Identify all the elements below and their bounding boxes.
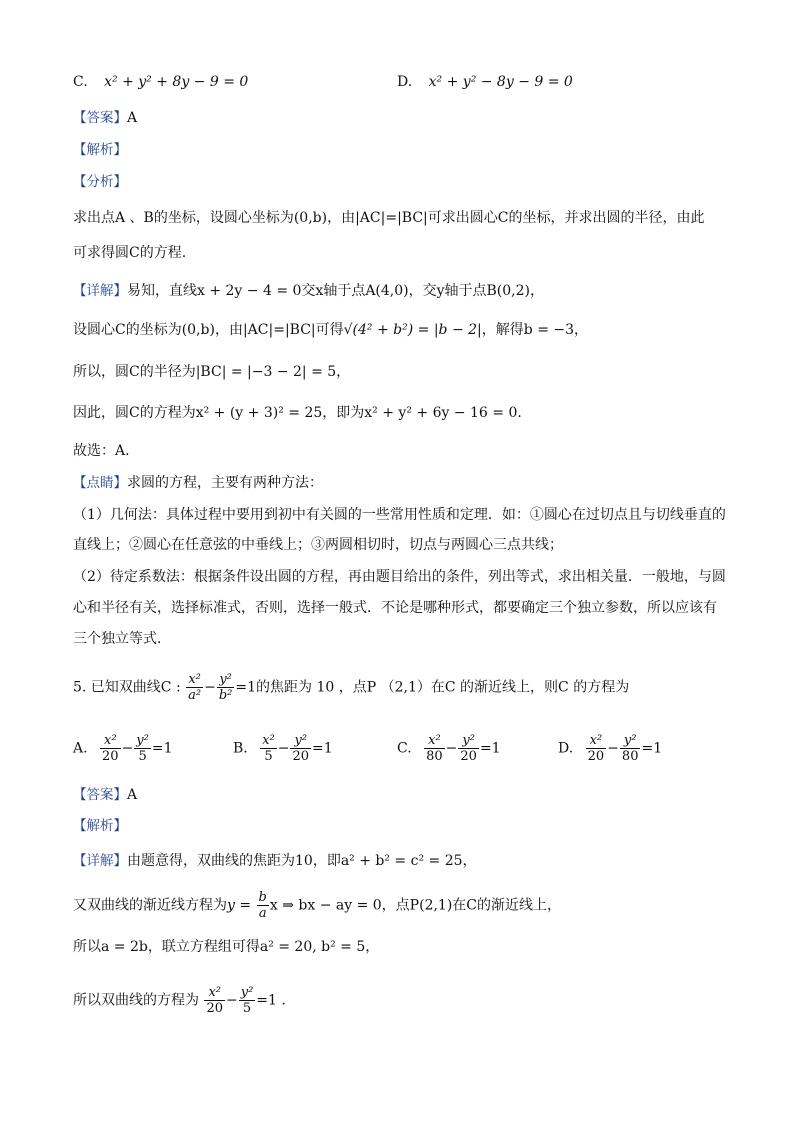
fraction-b-over-a	[257, 890, 269, 921]
answer-value: A	[127, 787, 138, 803]
q4-detail-line-3: 所以，圆C的半径为|BC| = |−3 − 2| = 5，	[73, 364, 351, 380]
denominator: 80	[621, 749, 639, 764]
option-label: C.	[73, 74, 88, 90]
option-label: B.	[233, 740, 248, 757]
q4-detail-line-5: 故选：A.	[73, 443, 130, 459]
denominator: 5	[264, 749, 273, 764]
numerator: x²	[204, 985, 225, 1001]
q5-stem: 5. 已知双曲线C : $\frac{\text{x²}}{\text{a²}}$ − $\frac{\text{y²}}{\text{b²}}$ =1的焦距为 10 ，点P （2,1）在C 的渐近线上，则C 的方程为	[73, 672, 630, 703]
numerator: x²	[424, 733, 445, 749]
detail-text: ，解得b = −3，	[481, 322, 589, 338]
q5-answer-line	[73, 785, 137, 805]
q5-detail-line-3: 所以a = 2b，联立方程组可得a² = 20, b² = 5，	[73, 939, 380, 955]
q4-dianjing-line-5: 心和半径有关，选择标准式，否则，选择一般式．不论是哪种形式，都要确定三个独立参数，所以应该有	[73, 600, 717, 616]
denominator: 5	[138, 749, 147, 764]
q4-option-d	[397, 72, 573, 92]
stem-text: 5. 已知双曲线C :	[73, 679, 181, 696]
detail-text: 所以双曲线的方程为	[73, 992, 199, 1009]
q4-dianjing-line-1	[73, 473, 323, 493]
stem-text: =1的焦距为 10 ，点P （2,1）在C 的渐近线上，则C 的方程为	[235, 679, 630, 696]
denominator: 20	[292, 749, 310, 764]
denominator: b²	[218, 688, 233, 703]
numerator: y²	[240, 985, 254, 1000]
equals-one: =1	[151, 740, 173, 757]
q5-option-c: C. $\frac{\text{x²}}{80}$ − $\frac{\text{y²}}{20}$ =1	[397, 733, 501, 764]
answer-tag: 【答案】	[73, 110, 127, 126]
option-label: D.	[397, 74, 413, 90]
detail-text: 又双曲线的渐近线方程为	[73, 897, 227, 914]
detail-text: x ⇒ bx − ay = 0，点P(2,1)在C的渐近线上，	[269, 897, 562, 914]
fraction-x2	[424, 733, 445, 764]
option-label: C.	[397, 740, 412, 757]
q4-analysis-tag	[73, 140, 127, 160]
fraction-x2	[100, 733, 121, 764]
fraction-y2	[458, 733, 479, 764]
denominator: a	[258, 906, 267, 921]
asymptote-lhs: y =	[227, 897, 252, 914]
denominator: 5	[242, 1001, 252, 1016]
q5-detail-line-2	[73, 890, 561, 921]
analysis-tag: 【解析】	[73, 818, 127, 834]
fraction-y2	[134, 733, 151, 764]
equals-one: =1	[312, 740, 333, 757]
equals-one: =1	[479, 740, 501, 757]
dianjing-text: 求圆的方程，主要有两种方法：	[127, 475, 323, 491]
option-formula: x² + y² + 8y − 9 = 0	[104, 74, 249, 90]
numerator: y²	[290, 733, 311, 749]
fraction-x2	[586, 733, 607, 764]
numerator: y²	[620, 733, 641, 749]
q4-detail-line-2	[73, 320, 588, 340]
q4-answer-line	[73, 108, 137, 128]
denominator: a²	[188, 688, 202, 703]
analysis-tag: 【解析】	[73, 142, 127, 158]
fraction-y2	[290, 733, 311, 764]
equals-one: =1	[641, 740, 663, 757]
fraction-x2-20	[204, 985, 225, 1016]
answer-tag: 【答案】	[73, 787, 127, 803]
q5-detail-line-4: 所以双曲线的方程为 $\frac{\text{x²}}{20}$ − $\frac{\text{y²}}{5}$ =1 .	[73, 985, 286, 1016]
detail-text: =1 .	[256, 992, 286, 1009]
q4-fenxi-line-2: 可求得圆C的方程.	[73, 245, 187, 261]
numerator: b	[258, 890, 267, 905]
fraction-y2-5	[239, 985, 256, 1016]
detail-text: 设圆心C的坐标为(0,b)，由|AC|=|BC|可得	[73, 322, 344, 338]
fraction-x2	[260, 733, 277, 764]
q5-detail-line-1	[73, 851, 477, 871]
denominator: 20	[460, 749, 477, 764]
q4-option-c	[73, 72, 248, 92]
q5-options	[73, 733, 753, 773]
option-label: A.	[73, 740, 88, 757]
denominator: 20	[102, 749, 119, 764]
option-label: D.	[558, 740, 574, 757]
numerator: x²	[186, 672, 203, 688]
option-formula: x² + y² − 8y − 9 = 0	[428, 74, 573, 90]
detail-text: 由题意得，双曲线的焦距为10，即a² + b² = c² = 25，	[127, 853, 477, 869]
numerator: x²	[586, 733, 607, 749]
q4-dianjing-line-6: 三个独立等式．	[73, 631, 171, 647]
q5-option-a: A. $\frac{\text{x²}}{20}$ − $\frac{\text{y²}}{5}$ =1	[73, 733, 173, 764]
denominator: 80	[426, 749, 443, 764]
q4-detail-line-1	[73, 281, 544, 301]
q4-fenxi-tag	[73, 172, 127, 192]
fraction-y2	[620, 733, 641, 764]
q4-detail-line-4: 因此，圆C的方程为x² + (y + 3)² = 25，即为x² + y² + 6y − 16 = 0.	[73, 405, 522, 421]
denominator: 20	[206, 1001, 223, 1016]
numerator: y²	[458, 733, 479, 749]
numerator: y²	[217, 672, 235, 688]
fraction-y2-b2	[217, 672, 235, 703]
detail-tag: 【详解】	[73, 853, 127, 869]
q5-option-d: D. $\frac{\text{x²}}{20}$ − $\frac{\text{y²}}{80}$ =1	[558, 733, 663, 764]
q4-dianjing-line-2: （1）几何法：具体过程中要用到初中有关圆的一些常用性质和定理．如：①圆心在过切点且与切线垂直的	[73, 507, 726, 523]
q4-fenxi-line-1: 求出点A 、B的坐标，设圆心坐标为(0,b)，由|AC|=|BC|可求出圆心C的坐标，并求出圆的半径，由此	[73, 210, 705, 226]
numerator: y²	[136, 733, 149, 748]
detail-tag: 【详解】	[73, 283, 127, 299]
fenxi-tag: 【分析】	[73, 174, 127, 190]
q4-dianjing-line-3: 直线上；②圆心在任意弦的中垂线上；③两圆相切时，切点与两圆心三点共线；	[73, 537, 563, 553]
denominator: 20	[587, 749, 605, 764]
numerator: x²	[262, 733, 275, 748]
dianjing-tag: 【点睛】	[73, 475, 127, 491]
detail-text: 易知，直线x + 2y − 4 = 0交x轴于点A(4,0)，交y轴于点B(0,2)，	[127, 283, 544, 299]
q5-option-b: B. $\frac{\text{x²}}{5}$ − $\frac{\text{y²}}{20}$ =1	[233, 733, 333, 764]
fraction-x2-a2	[186, 672, 203, 703]
q4-dianjing-line-4: （2）待定系数法：根据条件设出圆的方程，再由题目给出的条件，列出等式，求出相关量．一般地，与圆	[73, 569, 726, 585]
answer-value: A	[127, 110, 138, 126]
sqrt-equation: √(4² + b²) = |b − 2|	[343, 322, 482, 338]
numerator: x²	[100, 733, 121, 749]
q5-analysis-tag	[73, 816, 127, 836]
